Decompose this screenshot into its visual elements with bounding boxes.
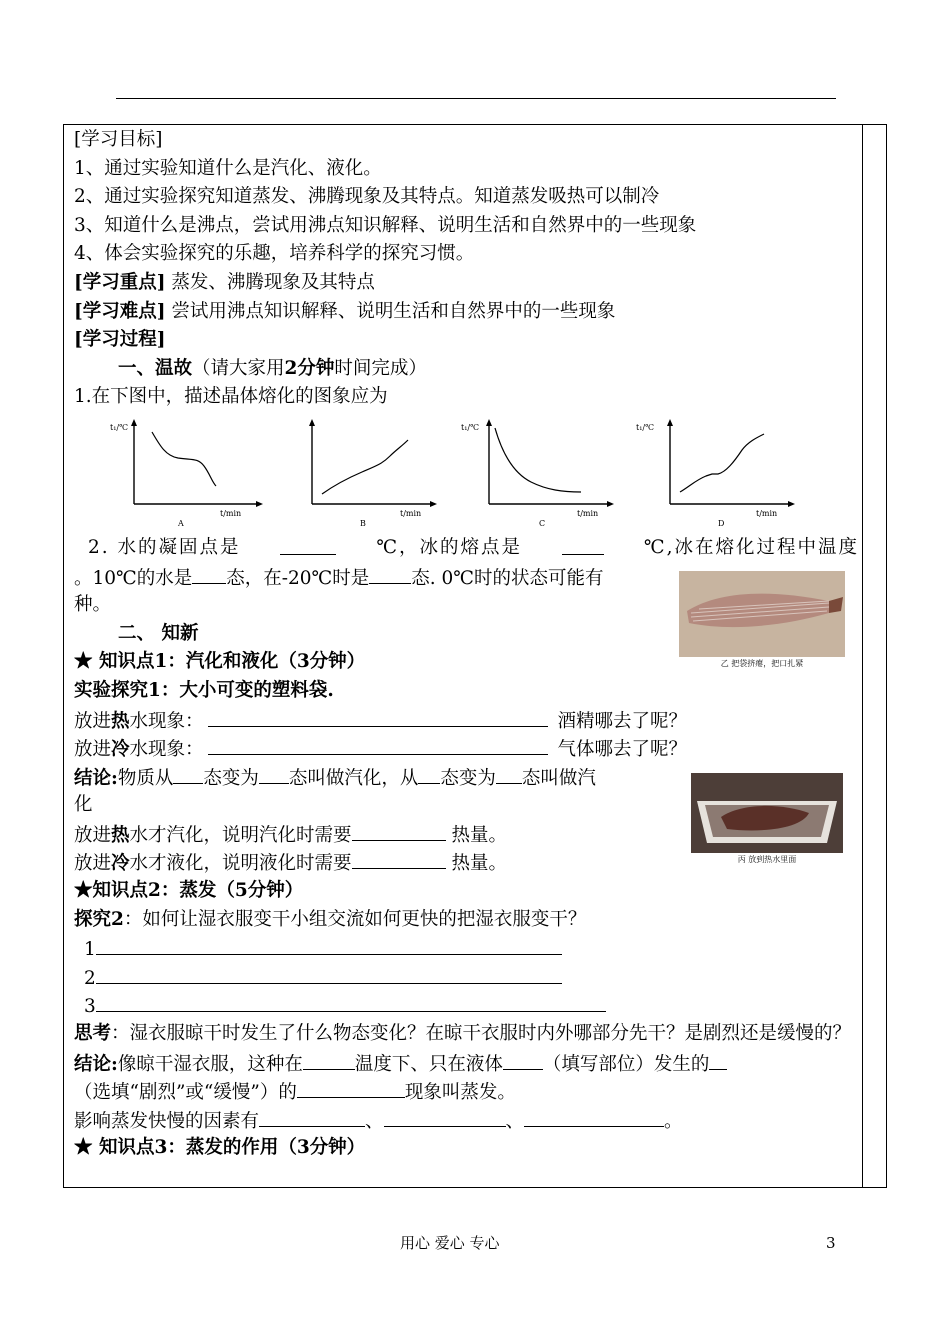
blank-phenomenon[interactable] <box>297 1077 405 1098</box>
review-title: 一、温故 <box>118 357 193 379</box>
blank-state-10c[interactable] <box>192 563 226 584</box>
factors-sep-1: 、 <box>365 1110 384 1132</box>
q2-line-2c: 态. 0℃时的状态可能有 <box>411 567 604 589</box>
conclusion-1-label: 结论: <box>74 767 118 789</box>
cold-needs-word: 冷 <box>111 853 130 875</box>
objective-item: 3、知道什么是沸点，尝试用沸点知识解释、说明生活和自然界中的一些现象 <box>74 214 697 236</box>
blank-state-1[interactable] <box>173 763 203 784</box>
photo-hot-water-tray <box>691 773 843 867</box>
knowledge-point-3: ★ 知识点3：蒸发的作用（3分钟） <box>74 1137 366 1159</box>
think-paragraph <box>74 1020 859 1049</box>
key-point-label: [学习重点] <box>74 271 166 293</box>
conclusion-2-e: 现象叫蒸发。 <box>404 1082 516 1104</box>
objective-item: 1、通过实验知道什么是汽化、液化。 <box>74 157 382 179</box>
graph-a <box>108 416 278 528</box>
photo-hot-water-caption: 丙 放到热水里面 <box>691 853 843 867</box>
explore-2-text: ：如何让湿衣服变干小组交流如何更快的把湿衣服变干？ <box>123 908 587 930</box>
hot-water-line <box>74 706 859 735</box>
objective-item: 2、通过实验探究知道蒸发、沸腾现象及其特点。知道蒸发吸热可以制冷 <box>74 186 660 208</box>
knowledge-point-2: ★知识点2：蒸发（5分钟） <box>74 880 304 902</box>
table-right-column-rule <box>862 124 863 1188</box>
cold-water-prefix: 放进 <box>74 739 112 761</box>
conclusion-2-a: 像晾干湿衣服，这种在 <box>117 1053 303 1075</box>
answer-3-line <box>74 991 859 1020</box>
factors-end: 。 <box>664 1110 683 1132</box>
cold-water-label: 水现象： <box>129 739 204 761</box>
graph-d-y-label: t₁/℃ <box>636 422 655 432</box>
factors-label: 影响蒸发快慢的因素有 <box>74 1110 260 1132</box>
graph-a-x-label: t/min <box>220 508 242 518</box>
blank-freezing-point[interactable] <box>280 534 336 555</box>
blank-state-2[interactable] <box>259 763 289 784</box>
conclusion-1-c: 态叫做汽化，从 <box>288 767 419 789</box>
cold-water-line <box>74 734 859 763</box>
think-text: ：湿衣服晾干时发生了什么物态变化？在晾干衣服时内外哪部分先干？是剧烈还是缓慢的？ <box>111 1023 852 1045</box>
blank-heat-vaporize[interactable] <box>352 820 446 841</box>
conclusion-1-b: 态变为 <box>203 767 259 789</box>
graph-c-y-label: t₁/℃ <box>461 422 480 432</box>
review-heading <box>74 355 859 384</box>
blank-state-3[interactable] <box>418 763 440 784</box>
conclusion-1-e: 态叫做汽 <box>521 767 596 789</box>
explore-2-label: 探究2 <box>74 908 124 930</box>
answer-2-number: 2 <box>84 967 96 989</box>
cold-needs-text: 水才液化，说明液化时需要 <box>129 853 352 875</box>
q2-part-2: ℃，冰的熔点是 <box>376 536 523 558</box>
graph-c <box>459 416 629 528</box>
hot-water-question: 酒精哪去了呢？ <box>557 710 688 732</box>
review-note-end: 时间完成） <box>334 357 427 379</box>
graph-c-letter: C <box>539 518 546 528</box>
graph-b-x-label: t/min <box>400 508 422 518</box>
blank-surface[interactable] <box>503 1049 543 1070</box>
conclusion-2-b: 温度下、只在液体 <box>354 1053 503 1075</box>
hot-needs-word: 热 <box>111 824 130 846</box>
objectives-heading: [学习目标] <box>74 129 163 150</box>
explore-2-line <box>74 906 859 935</box>
graph-d <box>634 416 804 528</box>
review-minutes: 2分钟 <box>284 357 335 379</box>
graph-d-letter: D <box>718 518 725 528</box>
conclusion-2-line-2 <box>74 1077 859 1106</box>
graph-d-x-label: t/min <box>756 508 778 518</box>
q2-line-2a: 。10℃的水是 <box>74 567 193 589</box>
photo-plastic-bag-caption: 乙 把袋挤瘪，把口扎紧 <box>679 657 845 671</box>
q2-part-1: 2. 水的凝固点是 <box>88 536 241 558</box>
answer-2-field[interactable] <box>96 963 562 984</box>
hot-water-label: 水现象： <box>129 710 204 732</box>
conclusion-2-c: （填写部位）发生的 <box>542 1053 710 1075</box>
key-point-text: 蒸发、沸腾现象及其特点 <box>165 271 375 293</box>
q2-part-3: ℃,冰在熔化过程中温度 <box>643 536 859 558</box>
blank-factor-3[interactable] <box>524 1106 664 1127</box>
process-heading: [学习过程] <box>74 329 166 351</box>
answer-2-line <box>74 963 859 992</box>
difficulty-line <box>74 298 859 327</box>
objective-item: 4、体会实验探究的乐趣，培养科学的探究习惯。 <box>74 243 475 265</box>
hot-needs-end: 热量。 <box>451 824 508 846</box>
factors-line <box>74 1106 859 1135</box>
graph-a-letter: A <box>178 518 184 528</box>
conclusion-1-d: 态变为 <box>440 767 496 789</box>
experiment-1: 实验探究1：大小可变的塑料袋. <box>74 679 334 701</box>
conclusion-1-a: 物质从 <box>117 767 174 789</box>
answer-1-number: 1 <box>84 939 96 961</box>
question-1: 1.在下图中，描述晶体熔化的图象应为 <box>74 386 388 408</box>
blank-temperature[interactable] <box>303 1049 355 1070</box>
blank-speed[interactable] <box>709 1049 727 1070</box>
think-label: 思考 <box>74 1023 112 1045</box>
answer-1-field[interactable] <box>96 934 562 955</box>
blank-melting-point[interactable] <box>562 534 604 555</box>
blank-factor-1[interactable] <box>259 1106 365 1127</box>
new-knowledge-heading: 二、 知新 <box>118 622 199 644</box>
hot-needs-prefix: 放进 <box>74 824 112 846</box>
cold-water-question: 气体哪去了呢？ <box>557 739 688 761</box>
graph-c-x-label: t/min <box>577 508 599 518</box>
photo-plastic-bag <box>679 571 845 671</box>
q2-line-2b: 态，在-20℃时是 <box>226 567 370 589</box>
page-number: 3 <box>826 1234 836 1252</box>
header-rule <box>116 98 836 99</box>
cold-needs-prefix: 放进 <box>74 853 112 875</box>
page-footer: 用心 爱心 专心 <box>400 1234 500 1252</box>
review-note: （请大家用 <box>192 357 285 379</box>
blank-state-minus20c[interactable] <box>369 563 411 584</box>
hot-needs-text: 水才汽化，说明汽化时需要 <box>129 824 352 846</box>
conclusion-2-label: 结论: <box>74 1053 118 1075</box>
blank-hot-water-phenomenon[interactable] <box>208 706 548 727</box>
knowledge-point-1: ★ 知识点1：汽化和液化（3分钟） <box>74 651 366 673</box>
conclusion-1-wrap: 化 <box>74 794 93 816</box>
question-2-line-3: 种。 <box>74 594 112 616</box>
key-point-line <box>74 269 859 298</box>
answer-3-number: 3 <box>84 996 96 1018</box>
hot-water-prefix: 放进 <box>74 710 112 732</box>
blank-factor-2[interactable] <box>384 1106 506 1127</box>
cold-word: 冷 <box>111 739 130 761</box>
blank-heat-liquefy[interactable] <box>352 848 446 869</box>
conclusion-2-d: （选填“剧烈”或“缓慢”）的 <box>74 1082 297 1104</box>
melting-graphs <box>74 416 859 528</box>
question-2-line-1 <box>74 534 859 563</box>
conclusion-2-line-1 <box>74 1049 859 1078</box>
difficulty-text: 尝试用沸点知识解释、说明生活和自然界中的一些现象 <box>165 300 616 322</box>
answer-1-line <box>74 934 859 963</box>
graph-b-letter: B <box>360 518 366 528</box>
difficulty-label: [学习难点] <box>74 300 166 322</box>
graph-a-y-label: t₁/℃ <box>110 422 129 432</box>
graph-b <box>282 416 452 528</box>
factors-sep-2: 、 <box>505 1110 525 1132</box>
blank-state-4[interactable] <box>496 763 522 784</box>
answer-3-field[interactable] <box>96 991 606 1012</box>
blank-cold-water-phenomenon[interactable] <box>208 734 548 755</box>
cold-needs-end: 热量。 <box>451 853 508 875</box>
hot-word: 热 <box>111 710 130 732</box>
